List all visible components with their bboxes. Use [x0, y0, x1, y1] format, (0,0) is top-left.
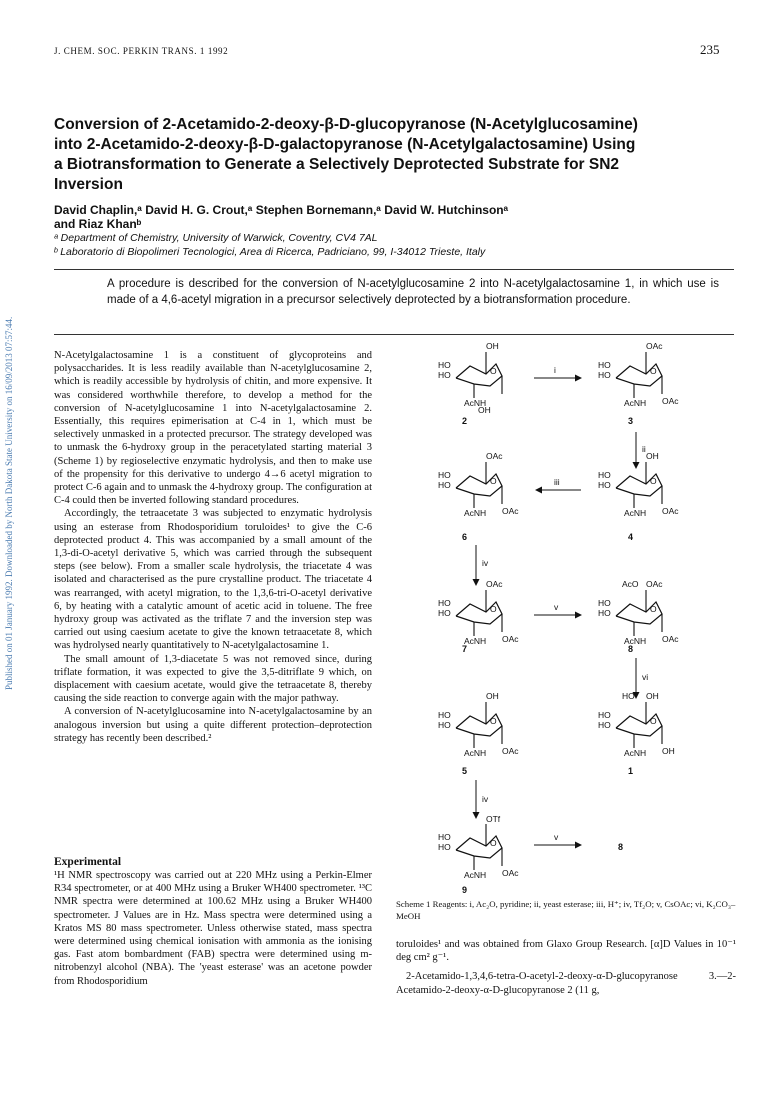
affiliations: [54, 231, 485, 259]
compound-label: 5: [462, 766, 468, 776]
reagent-label: i: [554, 365, 556, 375]
title-line: Conversion of 2-Acetamido-2-deoxy-β-D-glucopyranose (N-Acetylglucosamine): [54, 116, 638, 133]
body-paragraph: The small amount of 1,3-diacetate 5 was not removed since, during triflate formation, it was expected to give the 3,5-ditriflate 9 which, on displacement with caesium acetate, would give the tetraacetate 8, thereby causing the side reaction to converge again with the major pathway.: [54, 653, 372, 705]
body-paragraph: N-Acetylgalactosamine 1 is a constituent of glycoproteins and polysaccharides. It is less readily available than N-acetylglucosamine 2, which is readily accessible by hydrolysis of chitin, and more expensive. It was considered worthwhile therefore, to develop a method for the conversion of N-acetylglucosamine 1 into N-acetylgalactosamine 2. Essentially, this requires epimerisation at C-4 in 1, which must be selectively unmasked in a protected precursor. The strategy developed was to unmask the 6-hydroxy group in the peracetylated starting material 3 (Scheme 1) by regioselective enzymatic hydrolysis, and then to make use of the propensity for this derivative to undergo 4→6 acetyl migration to protect C-6 again and to unmask the 4-hydroxy group. The configuration at C-4 could then be inverted following standard procedures.: [54, 350, 372, 507]
svg-text:OAc: OAc: [646, 579, 663, 589]
running-header: J. CHEM. SOC. PERKIN TRANS. 1 1992: [54, 46, 229, 56]
right-paragraph: toruloides¹ and was obtained from Glaxo Group Research. [α]D Values in 10⁻¹ deg cm² g⁻¹.: [396, 939, 736, 964]
affiliation-line: ᵇ Laboratorio di Biopolimeri Tecnologici, Area di Ricerca, Padriciano, 99, I-34012 Trieste, Italy: [54, 246, 486, 258]
compound-label: 2: [462, 416, 468, 426]
svg-text:OTf: OTf: [486, 814, 501, 824]
authors-line: David Chaplin,ᵃ David H. G. Crout,ᵃ Stephen Bornemann,ᵃ David W. Hutchinsonᵃ: [54, 203, 509, 217]
compound-label: 8: [618, 842, 624, 852]
experimental-heading: Experimental: [54, 856, 122, 868]
svg-text:OAc: OAc: [502, 506, 519, 516]
reagent-label: v: [554, 602, 559, 612]
download-note[interactable]: Published on 01 January 1992. Downloaded by North Dakota State University on 16/09/2013 07:57:44.: [4, 316, 14, 690]
compound-label: 1: [628, 766, 634, 776]
svg-text:OH: OH: [478, 405, 491, 415]
title-line: into 2-Acetamido-2-deoxy-β-D-galactopyranose (N-Acetylgalactosamine) Using: [54, 136, 636, 153]
scheme-caption: Scheme 1 Reagents: i, Ac₂O, pyridine; ii, yeast esterase; iii, H⁺; iv, Tf₂O; v, CsOAc; vi, K₂CO₃–MeOH: [396, 899, 736, 921]
body-column: [54, 349, 372, 745]
svg-text:OAc: OAc: [662, 634, 679, 644]
svg-text:OH: OH: [486, 341, 499, 351]
svg-text:OAc: OAc: [646, 341, 663, 351]
svg-text:OH: OH: [662, 746, 675, 756]
body-paragraph: A conversion of N-acetylglucosamine into N-acetylgalactosamine by an analogous inversion but using a quite different protection–deprotection strategy has recently been described.²: [54, 706, 372, 744]
rule-top: [54, 269, 734, 270]
svg-text:OAc: OAc: [502, 868, 519, 878]
authors-line: and Riaz Khanᵇ: [54, 217, 142, 231]
compound-label: 7: [462, 644, 468, 654]
compound-label: 4: [628, 532, 634, 542]
abstract: A procedure is described for the conversion of N-acetylglucosamine 2 into N-acetylgalactosamine 1, in which use is made of a 4,6-acetyl migration in a precursor selectively deprotected by a biotransformation procedure.: [107, 278, 719, 306]
rule-bottom: [54, 334, 734, 335]
experimental-text: ¹H NMR spectroscopy was carried out at 220 MHz using a Perkin-Elmer R34 spectrometer, or at 400 MHz using a Bruker WH400 spectrometer. ¹³C NMR spectra were determined at 100.62 MHz using a Bruker WH400 spectrometer. J Values are in Hz. Mass spectra were determined using a Kratos MS 80 mass spectrometer. Unless otherwise stated, mass spectra were determined using chemical ionisation with ammonia as the ionising gas. Fast atom bombardment (FAB) spectra were determined using m-nitrobenzyl alcohol (NBA). The 'yeast esterase' was an acetone powder from Rhodosporidium: [54, 870, 372, 987]
reagent-label: ii: [642, 444, 646, 454]
scheme-figure: O HO HO AcNH OHOH 2 i OAcOAc 3 ii OHOAc 4 iii OAcOAc 6 iv OAcOAc 7 v AcO OAcOAc 8 vi OHOAc 5 HO OHOH 1 iv OTfOAc 9 v 8: [378, 340, 679, 895]
title-line: Inversion: [54, 176, 123, 193]
article-title: [54, 115, 734, 195]
svg-text:OAc: OAc: [486, 451, 503, 461]
svg-text:OH: OH: [646, 691, 659, 701]
page-number: 235: [700, 42, 720, 57]
svg-text:HO: HO: [622, 691, 635, 701]
svg-text:OAc: OAc: [662, 506, 679, 516]
right-paragraph: 2-Acetamido-1,3,4,6-tetra-O-acetyl-2-deoxy-α-D-glucopyranose 3.—2-Acetamido-2-deoxy-α-D-glucopyranose 2 (11 g,: [396, 971, 736, 996]
svg-text:OAc: OAc: [662, 396, 679, 406]
compound-label: 9: [462, 885, 468, 895]
compound-label: 8: [628, 644, 634, 654]
reagent-label: iv: [482, 794, 489, 804]
reagent-label: iii: [554, 477, 560, 487]
title-line: a Biotransformation to Generate a Selectively Deprotected Substrate for SN2: [54, 156, 620, 173]
svg-text:OH: OH: [646, 451, 659, 461]
compound-label: 6: [462, 532, 468, 542]
reagent-label: iv: [482, 558, 489, 568]
affiliation-line: ᵃ Department of Chemistry, University of Warwick, Coventry, CV4 7AL: [54, 232, 378, 244]
svg-text:OAc: OAc: [502, 746, 519, 756]
right-column: [396, 938, 736, 997]
reagent-label: v: [554, 832, 559, 842]
reagent-label: vi: [642, 672, 649, 682]
body-paragraph: Accordingly, the tetraacetate 3 was subjected to enzymatic hydrolysis using an esterase from Rhodosporidium toruloides¹ to give the C-6 deprotected product 4. This was accompanied by a small amount of the 1,3-di-O-acetyl derivative 5, which was carried through the subsequent steps (see below). From a smaller scale hydrolysis, the triacetate 4 was isolated and characterised as the pure crystalline product. The triacetate 4 was rearranged, with acetyl migration, to the 1,3,6-tri-O-acetyl derivative 6, by heating with a catalytic amount of acetic acid in toluene. The free hydroxy group was activated as the triflate 7 and the inversion step was carried out using caesium acetate to give the known tetraacetate 8, which was hydrolysed nearly quantitatively to N-acetylgalactosamine 1.: [54, 508, 372, 652]
svg-text:OAc: OAc: [486, 579, 503, 589]
reaction-scheme: [378, 340, 736, 900]
compound-label: 3: [628, 416, 634, 426]
svg-text:OH: OH: [486, 691, 499, 701]
svg-text:OAc: OAc: [502, 634, 519, 644]
svg-text:AcO: AcO: [622, 579, 639, 589]
download-sidebar: [4, 220, 16, 690]
author-list: [54, 203, 508, 231]
